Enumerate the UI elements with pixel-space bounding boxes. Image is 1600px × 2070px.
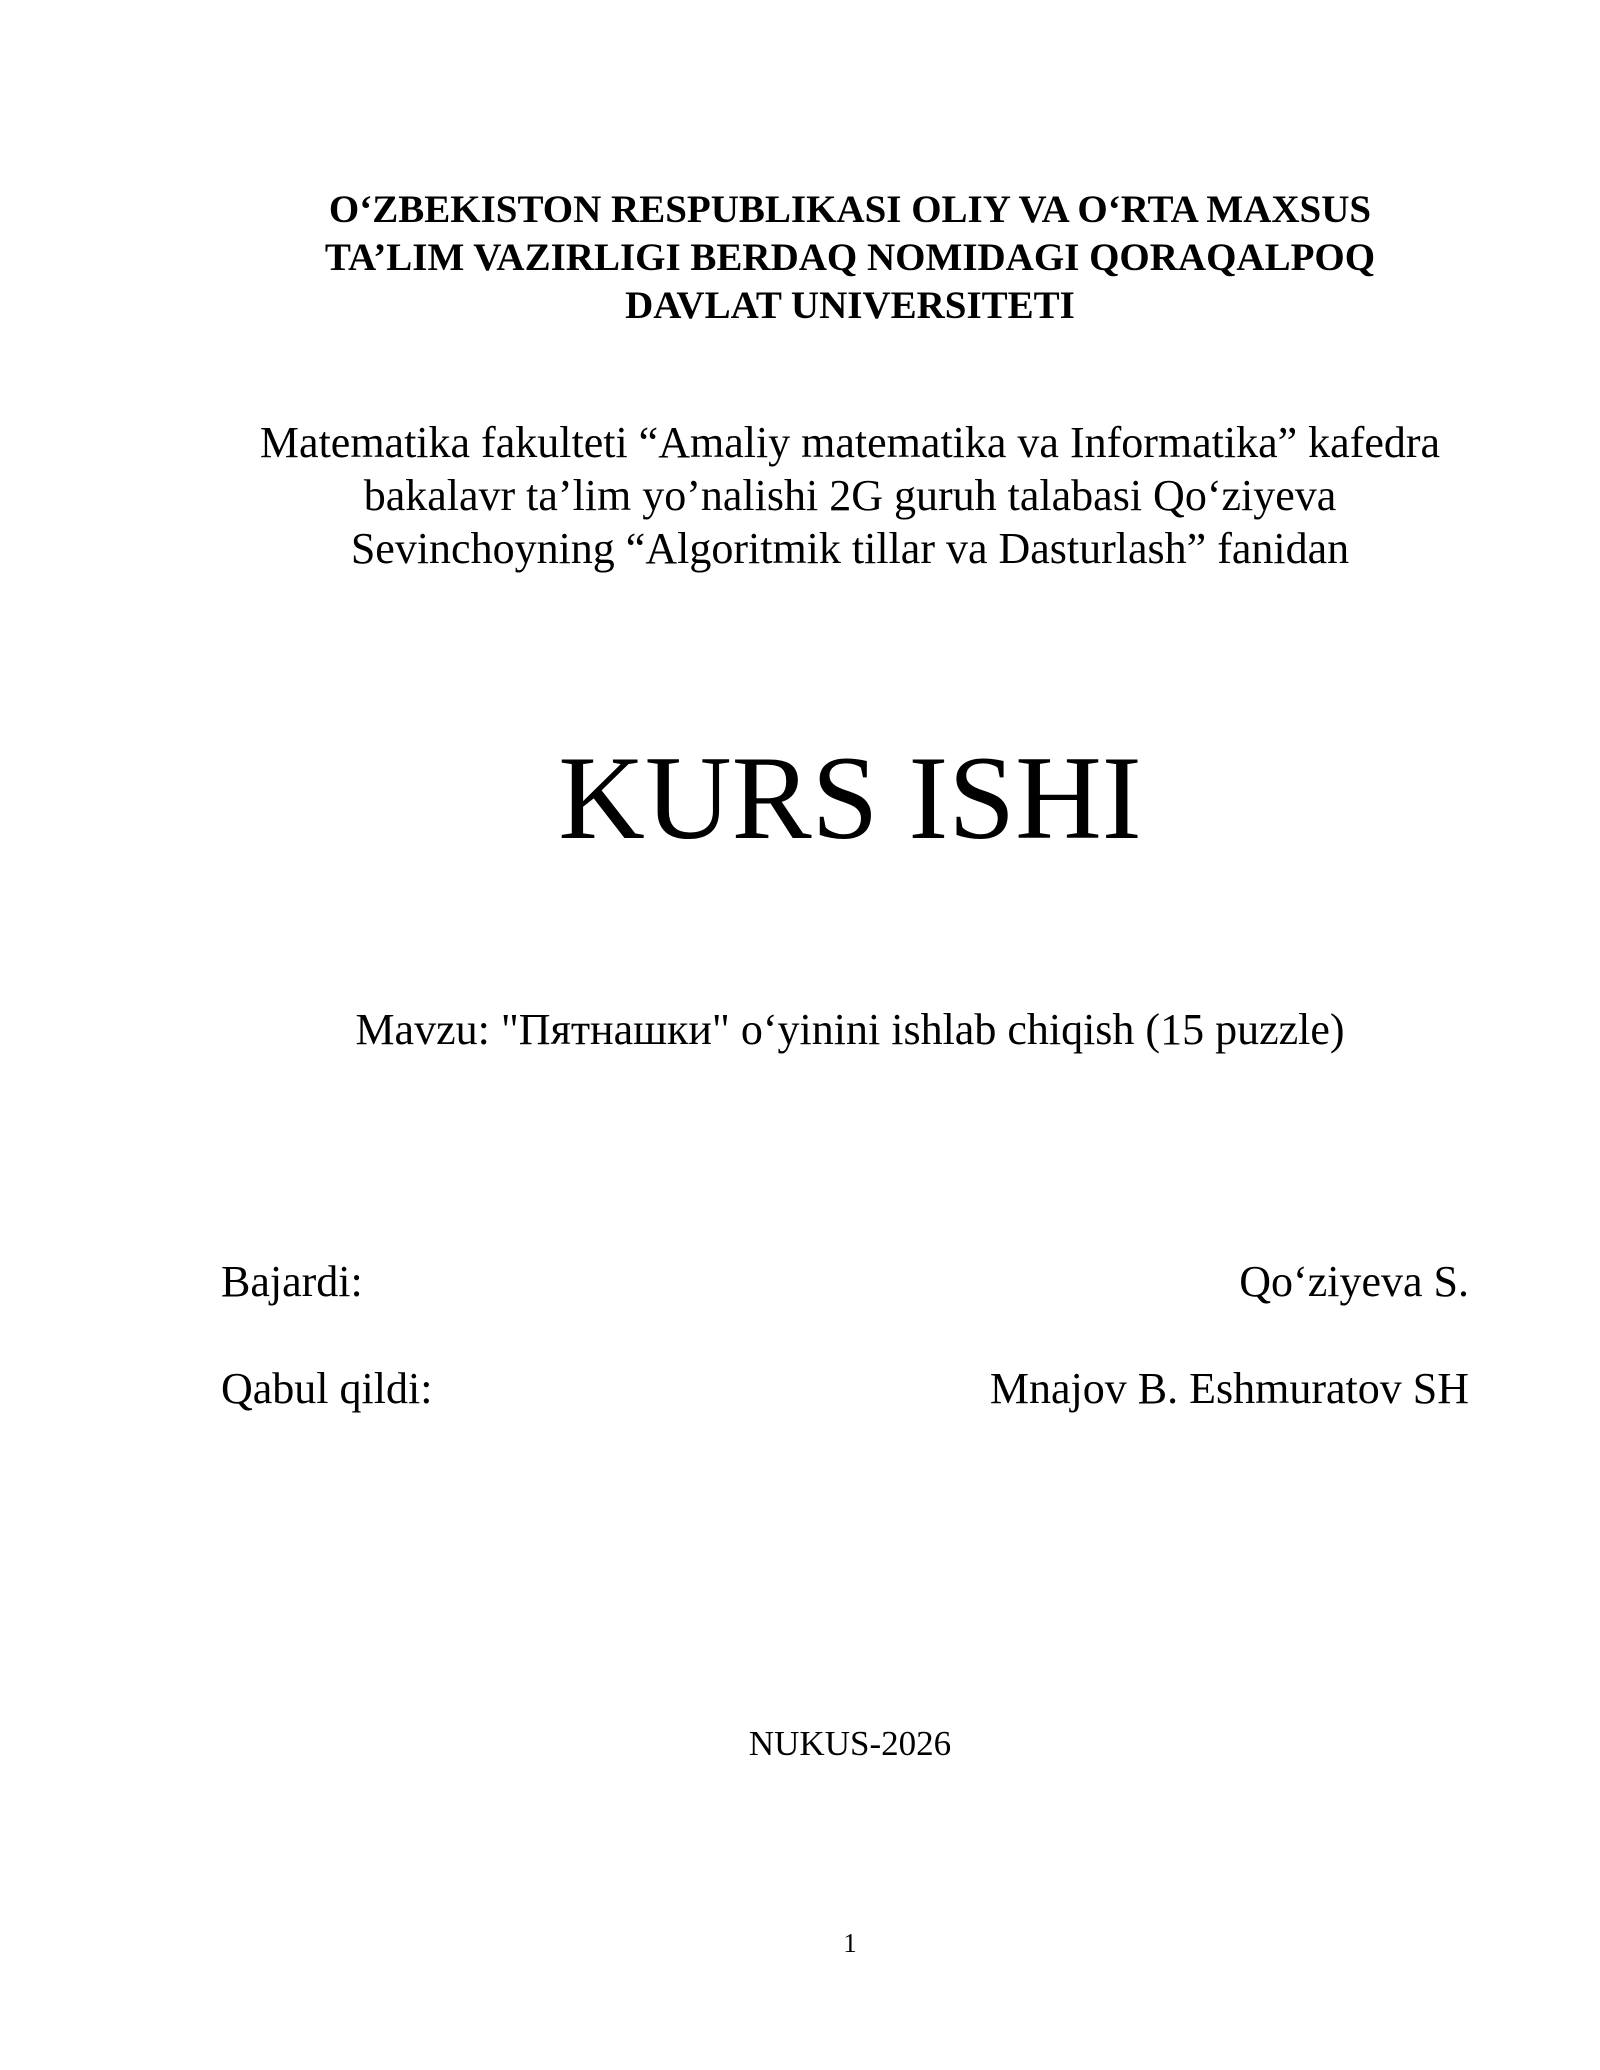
accepted-by-row [221, 1362, 1469, 1416]
city-year: NUKUS-2026 [748, 1724, 952, 1763]
faculty-description [200, 416, 1500, 575]
topic-line: Mavzu: "Пятнашки" o‘yinini ishlab chiqish (15 puzzle) [355, 1005, 1345, 1054]
document-title: KURS ISHI [558, 731, 1142, 864]
ministry-header-line-1: O‘ZBEKISTON RESPUBLIKASI OLIY VA O‘RTA MAXSUS [328, 188, 1372, 231]
accepted-by-label: Qabul qildi: [221, 1364, 433, 1413]
ministry-header [200, 186, 1500, 330]
performed-by-name: Qo‘ziyeva S. [1239, 1257, 1469, 1306]
accepted-by-name: Mnajov B. Eshmuratov SH [989, 1364, 1469, 1413]
faculty-description-line-1: Matematika fakulteti “Amaliy matematika va Informatika” kafedra [259, 418, 1441, 467]
performed-by-label: Bajardi: [221, 1257, 363, 1306]
ministry-header-line-3: DAVLAT UNIVERSITETI [625, 284, 1075, 327]
faculty-description-line-3: Sevinchoyning “Algoritmik tillar va Dasturlash” fanidan [350, 524, 1350, 573]
performed-by-row [221, 1255, 1469, 1309]
faculty-description-line-2: bakalavr ta’lim yo’nalishi 2G guruh talabasi Qo‘ziyeva [363, 471, 1337, 520]
ministry-header-line-2: TA’LIM VAZIRLIGI BERDAQ NOMIDAGI QORAQALPOQ [324, 236, 1376, 279]
page-number: 1 [843, 1928, 857, 1958]
